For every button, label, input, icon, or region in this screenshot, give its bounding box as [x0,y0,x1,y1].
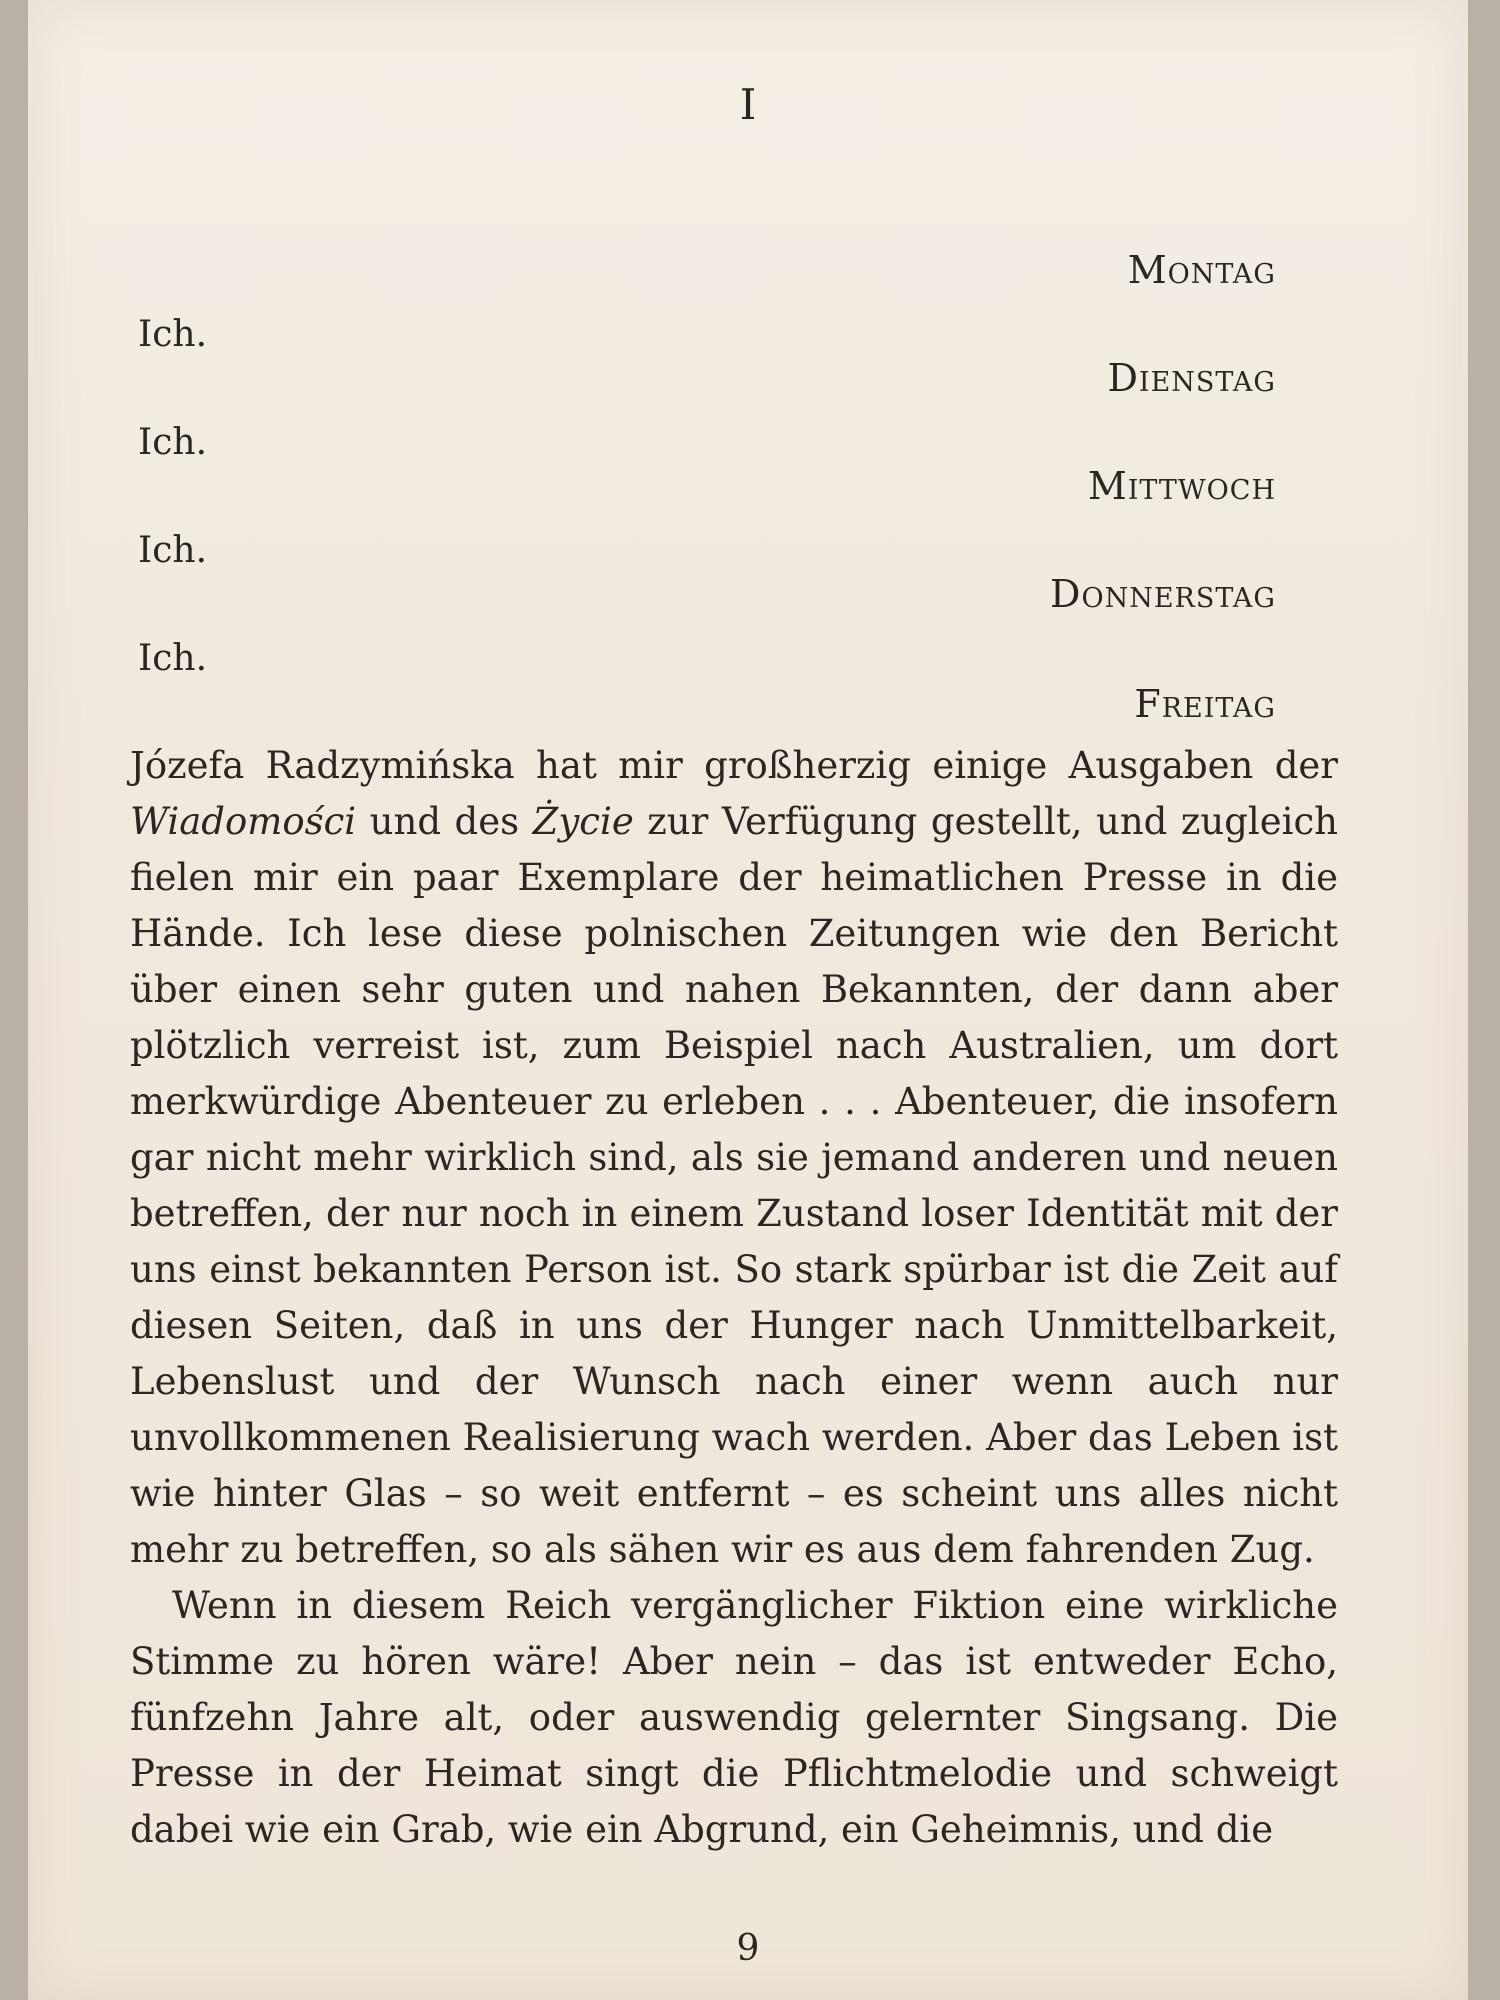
title-zycie: Życie [532,800,634,843]
paragraph-1-connector: und des [356,800,533,843]
diary-entry-donnerstag: Ich. [138,638,208,679]
chapter-number: I [739,80,757,129]
day-heading-montag: Montag [1127,248,1276,292]
day-heading-donnerstag: Donnerstag [1050,572,1276,616]
day-heading-dienstag: Dienstag [1107,356,1276,400]
paragraph-1-rest: zur Verfügung gestellt, und zugleich fielen mir ein paar Exemplare der heimatlichen Presse in die Hände. Ich lese diese polnischen Zeitungen wie den Bericht über einen sehr guten und nahen Bekannten, der dann aber plötzlich verreist ist, zum Beispiel nach Australien, um dort merkwürdige Abenteuer zu erleben . . . Abenteuer, die insofern gar nicht mehr wirklich sind, als sie jemand anderen und neuen betreffen, der nur noch in einem Zustand loser Identität mit der uns einst bekannten Person ist. So stark spürbar ist die Zeit auf diesen Seiten, daß in uns der Hunger nach Unmittelbarkeit, Lebenslust und der Wunsch nach einer wenn auch nur unvollkommenen Realisierung wach werden. Aber das Leben ist wie hinter Glas – so weit entfernt – es scheint uns alles nicht mehr zu betreffen, so als sähen wir es aus dem fahrenden Zug. [130,800,1338,1571]
day-heading-freitag: Freitag [1134,682,1276,726]
book-page [28,0,1468,2000]
page-number: 9 [736,1928,760,1969]
diary-entry-montag: Ich. [138,314,208,355]
day-heading-mittwoch: Mittwoch [1087,464,1276,508]
paragraph-1-start: Józefa Radzymińska hat mir großherzig einige Ausgaben der [130,744,1338,787]
diary-entry-dienstag: Ich. [138,422,208,463]
paragraph-2: Wenn in diesem Reich vergänglicher Fiktion eine wirkliche Stimme zu hören wäre! Aber nein – das ist entweder Echo, fünfzehn Jahre alt, oder auswendig gelernter Singsang. Die Presse in der Heimat singt die Pflichtmelodie und schweigt dabei wie ein Grab, wie ein Abgrund, ein Geheimnis, und die [130,1584,1338,1851]
diary-entry-mittwoch: Ich. [138,530,208,571]
title-wiadomosci: Wiadomości [130,800,357,843]
paragraph-1 [130,738,1338,1578]
